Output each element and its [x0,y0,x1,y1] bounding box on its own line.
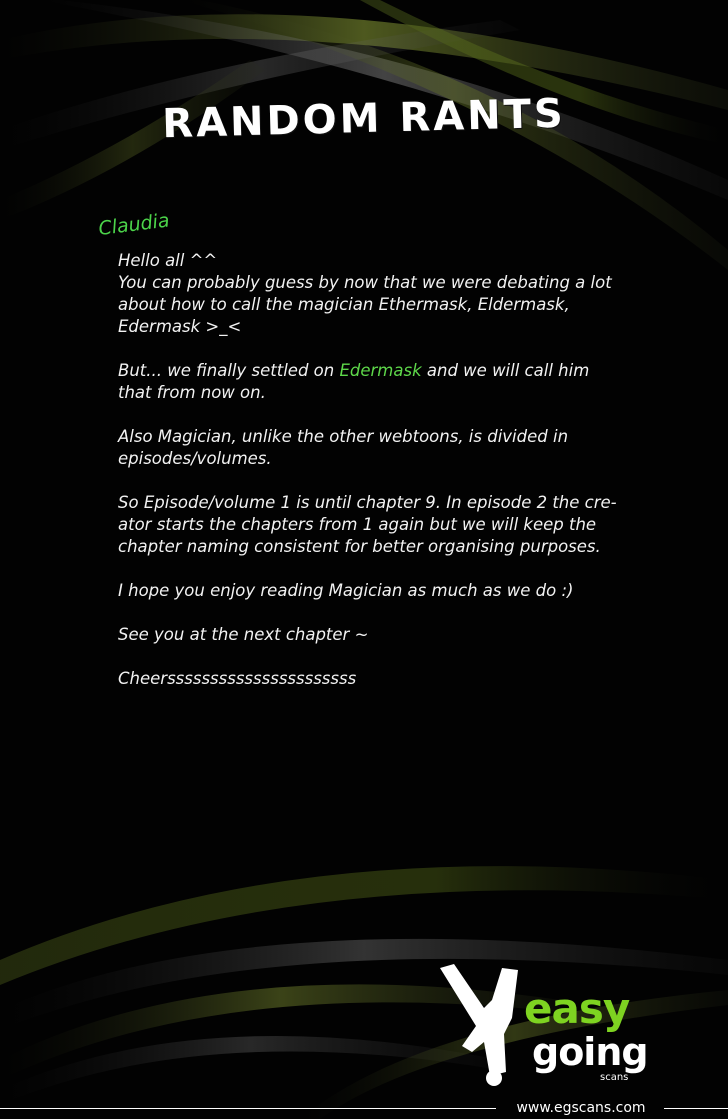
paragraph-2-after: and we will call him that from now on. [118,361,590,402]
website-url: www.egscans.com [516,1100,646,1116]
paragraph-4: So Episode/volume 1 is until chapter 9. In episode 2 the cre-ator starts the chapters from 1 again but we will keep the chapter naming consistent for better organising purposes. [118,493,617,556]
paragraph-3: Also Magician, unlike the other webtoons, is divided in episodes/volumes. [118,427,569,468]
page-title: RANDOM RANTS [161,90,567,148]
paragraph-6: See you at the next chapter ~ [118,625,369,644]
paragraph-7: Cheerssssssssssssssssssssss [118,669,357,688]
message-body [118,250,618,712]
paragraph-1: Hello all ^^ You can probably guess by now that we were debating a lot about how to call the magician Ethermask, Eldermask, Edermask >_< [118,251,612,336]
footer-divider-right [664,1108,728,1109]
logo-word-going: going [532,1030,648,1074]
paragraph-5: I hope you enjoy reading Magician as much as we do :) [118,581,574,600]
paragraph-2-before: But... we finally settled on [118,361,340,380]
paragraph-2 [118,360,618,404]
highlighted-name: Edermask [339,361,422,380]
logo-word-easy: easy [524,984,630,1033]
author-name: Claudia [97,209,171,240]
logo-word-scans: scans [600,1072,629,1083]
footer-divider-left [0,1108,496,1109]
